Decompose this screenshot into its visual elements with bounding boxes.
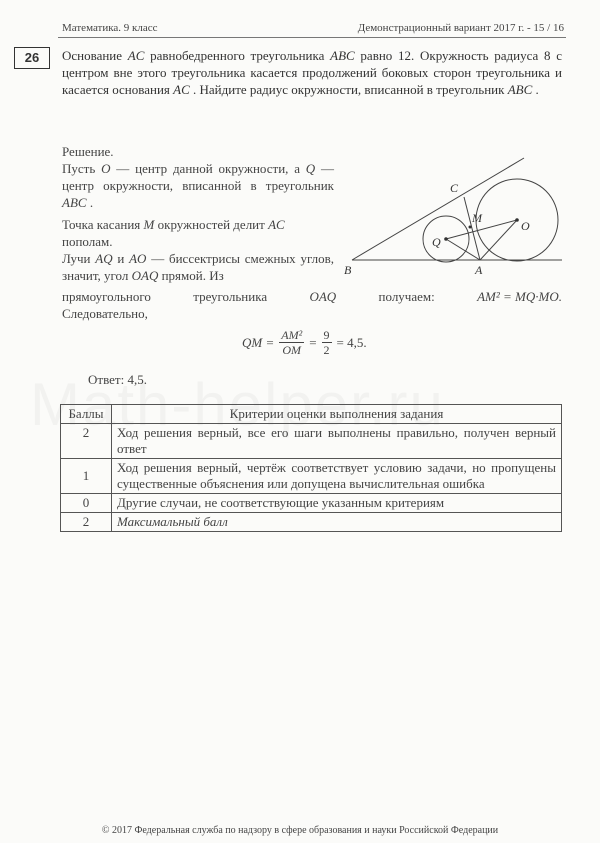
- label-q: Q: [432, 235, 441, 249]
- criteria-text: Ход решения верный, все его шаги выполнены правильно, получен верный ответ: [112, 424, 562, 459]
- criteria-score: 2: [61, 424, 112, 459]
- formula-eq: =: [309, 334, 317, 350]
- criteria-score: 0: [61, 494, 112, 513]
- header-divider: [58, 37, 566, 38]
- label-m: M: [472, 211, 482, 225]
- table-row: [61, 424, 562, 459]
- label-a: A: [475, 263, 483, 277]
- answer: Ответ: 4,5.: [88, 372, 147, 387]
- point-q: [444, 237, 448, 241]
- solution-label: Решение.: [62, 144, 114, 159]
- point-o: [515, 218, 519, 222]
- table-row: [61, 494, 562, 513]
- criteria-text: Ход решения верный, чертёж соответствует условию задачи, но пропущены существенные объяснения или допущена вычислительная ошибка: [112, 459, 562, 494]
- criteria-text: Другие случаи, не соответствующие указанным критериям: [112, 494, 562, 513]
- table-row: [61, 513, 562, 532]
- criteria-header-text: Критерии оценки выполнения задания: [112, 405, 562, 424]
- geometry-diagram: [344, 150, 566, 282]
- point-m: [469, 226, 472, 229]
- table-row: [61, 459, 562, 494]
- fraction-2-num: 9: [323, 328, 330, 342]
- inline-formula: AM² = MQ·MO.: [477, 289, 562, 304]
- header-subject: Математика. 9 класс: [62, 22, 158, 34]
- footer-copyright: © 2017 Федеральная служба по надзору в сфере образования и науки Российской Федерации: [101, 825, 499, 836]
- label-o: O: [521, 219, 530, 233]
- word-1: прямоугольного: [62, 289, 151, 304]
- criteria-score: 1: [61, 459, 112, 494]
- formula-lhs: QM =: [242, 334, 275, 350]
- criteria-table: [60, 404, 562, 532]
- criteria-text: Максимальный балл: [112, 513, 562, 532]
- segment-qa: [446, 239, 480, 260]
- fraction-2: [322, 328, 332, 357]
- problem-number: 26: [14, 47, 50, 69]
- fraction-2-den: 2: [323, 343, 330, 357]
- fraction-1: [279, 328, 304, 357]
- main-formula: [242, 328, 367, 357]
- segment-ao: [480, 220, 517, 260]
- criteria-score: 2: [61, 513, 112, 532]
- fraction-1-num: AM²: [281, 328, 303, 342]
- solution-paragraph-3: Лучи AQ и AO — биссектрисы смежных углов, значит, угол OAQ прямой. Из: [62, 251, 334, 283]
- label-c: C: [450, 181, 459, 195]
- word-2: треугольника: [193, 289, 268, 304]
- header-variant: Демонстрационный вариант 2017 г. - 15 / 16: [357, 22, 564, 34]
- criteria-header-row: [61, 405, 562, 424]
- solution-paragraph-2: Точка касания M окружностей делит AC пополам.: [62, 217, 285, 249]
- word-3: OAQ: [309, 289, 337, 304]
- solution-paragraph-4: [62, 288, 562, 322]
- word-4: получаем:: [378, 289, 435, 304]
- problem-statement: Основание AC равнобедренного треугольника ABC равно 12. Окружность радиуса 8 с центром вне этого треугольника касается продолжений боковых сторон треугольника и касается основания AC . Найдите радиус окружности, вписанной в треугольник ABC .: [62, 48, 562, 97]
- solution-continuation: Следовательно,: [62, 306, 148, 321]
- label-b: B: [344, 263, 352, 277]
- solution-paragraph-1: Пусть O — центр данной окружности, а Q — центр окружности, вписанной в треугольник ABC .: [62, 161, 334, 210]
- criteria-header-score: Баллы: [61, 405, 112, 424]
- fraction-1-den: OM: [282, 343, 302, 357]
- formula-rhs: = 4,5.: [336, 334, 367, 350]
